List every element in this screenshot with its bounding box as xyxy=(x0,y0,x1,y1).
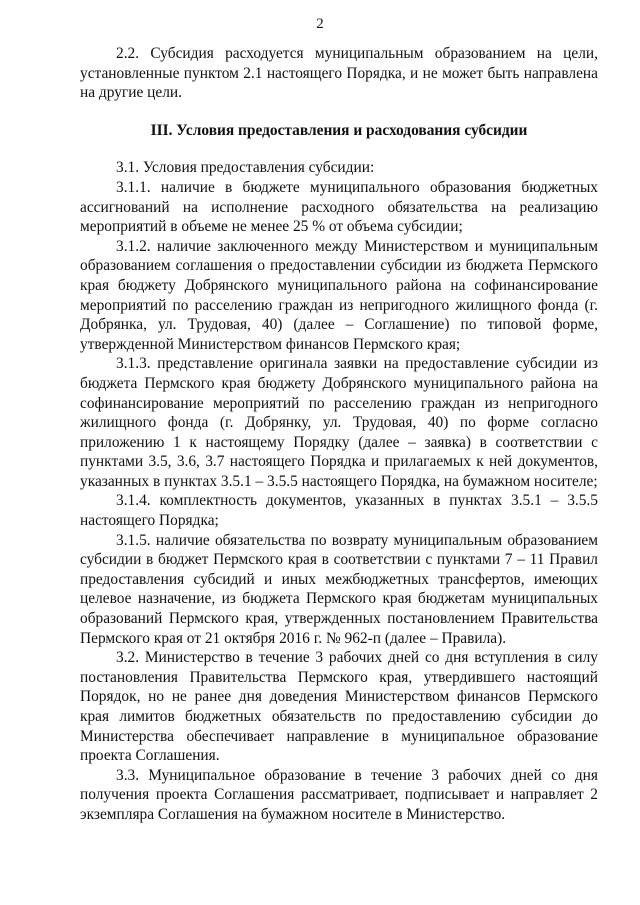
section-heading: III. Условия предоставления и расходования субсидии xyxy=(150,121,528,139)
paragraph-3-3: 3.3. Муниципальное образование в течение 3 рабочих дней со дня получения проекта Соглашения рассматривает, подписывает и направляет 2 экземпляра Соглашения на бумажном носителе в Министерство. xyxy=(80,766,598,823)
page-number: 2 xyxy=(316,16,324,32)
paragraph-2-2: 2.2. Субсидия расходуется муниципальным образованием на цели, установленные пунктом 2.1 настоящего Порядка, и не может быть направлена на другие цели. xyxy=(80,45,598,102)
paragraph-3-1-5: 3.1.5. наличие обязательства по возврату муниципальным образованием субсидии в бюджет Пермского края в соответствии с пунктами 7 – 11 Правил предоставления субсидий и иных межбюджетных трансфертов, имеющих целевое назначение, из бюджета Пермского края бюджетам муниципальных образований Пермского края, утвержденных постановлением Правительства Пермского края от 21 октября 2016 г. № 962-п (далее – Правила). xyxy=(80,531,598,647)
document-body xyxy=(80,44,598,825)
paragraph-3-1-2: 3.1.2. наличие заключенного между Министерством и муниципальным образованием соглашения о предоставлении субсидии из бюджета Пермского края бюджету Добрянского муниципального района на софинансирование мероприятий по расселению граждан из непригодного жилищного фонда (г. Добрянка, ул. Трудовая, 40) (далее – Соглашение) по типовой форме, утвержденной Министерством финансов Пермского края; xyxy=(80,237,598,353)
paragraph-3-1-4: 3.1.4. комплектность документов, указанных в пунктах 3.5.1 – 3.5.5 настоящего Порядка; xyxy=(80,492,598,530)
paragraph-3-2: 3.2. Министерство в течение 3 рабочих дней со дня вступления в силу постановления Правительства Пермского края, утвердившего настоящий Порядок, но не ранее дня доведения Министерством финансов Пермского края лимитов бюджетных обязательств по предоставлению субсидии до Министерства обеспечивает направление в муниципальное образование проекта Соглашения. xyxy=(80,649,598,765)
paragraph-3-1-3: 3.1.3. представление оригинала заявки на предоставление субсидии из бюджета Пермского края бюджету Добрянского муниципального района на софинансирование мероприятий по расселению граждан из непригодного жилищного фонда (г. Добрянку, ул. Трудовая, 40) по форме согласно приложению 1 к настоящему Порядку (далее – заявка) в соответствии с пунктами 3.5, 3.6, 3.7 настоящего Порядка и прилагаемых к ней документов, указанных в пунктах 3.5.1 – 3.5.5 настоящего Порядка, на бумажном носителе; xyxy=(80,355,598,490)
paragraph-3-1-1: 3.1.1. наличие в бюджете муниципального образования бюджетных ассигнований на исполнение расходного обязательства на реализацию мероприятий в объеме не менее 25 % от объема субсидии; xyxy=(80,178,598,236)
paragraph-3-1: 3.1. Условия предоставления субсидии: xyxy=(116,159,375,177)
